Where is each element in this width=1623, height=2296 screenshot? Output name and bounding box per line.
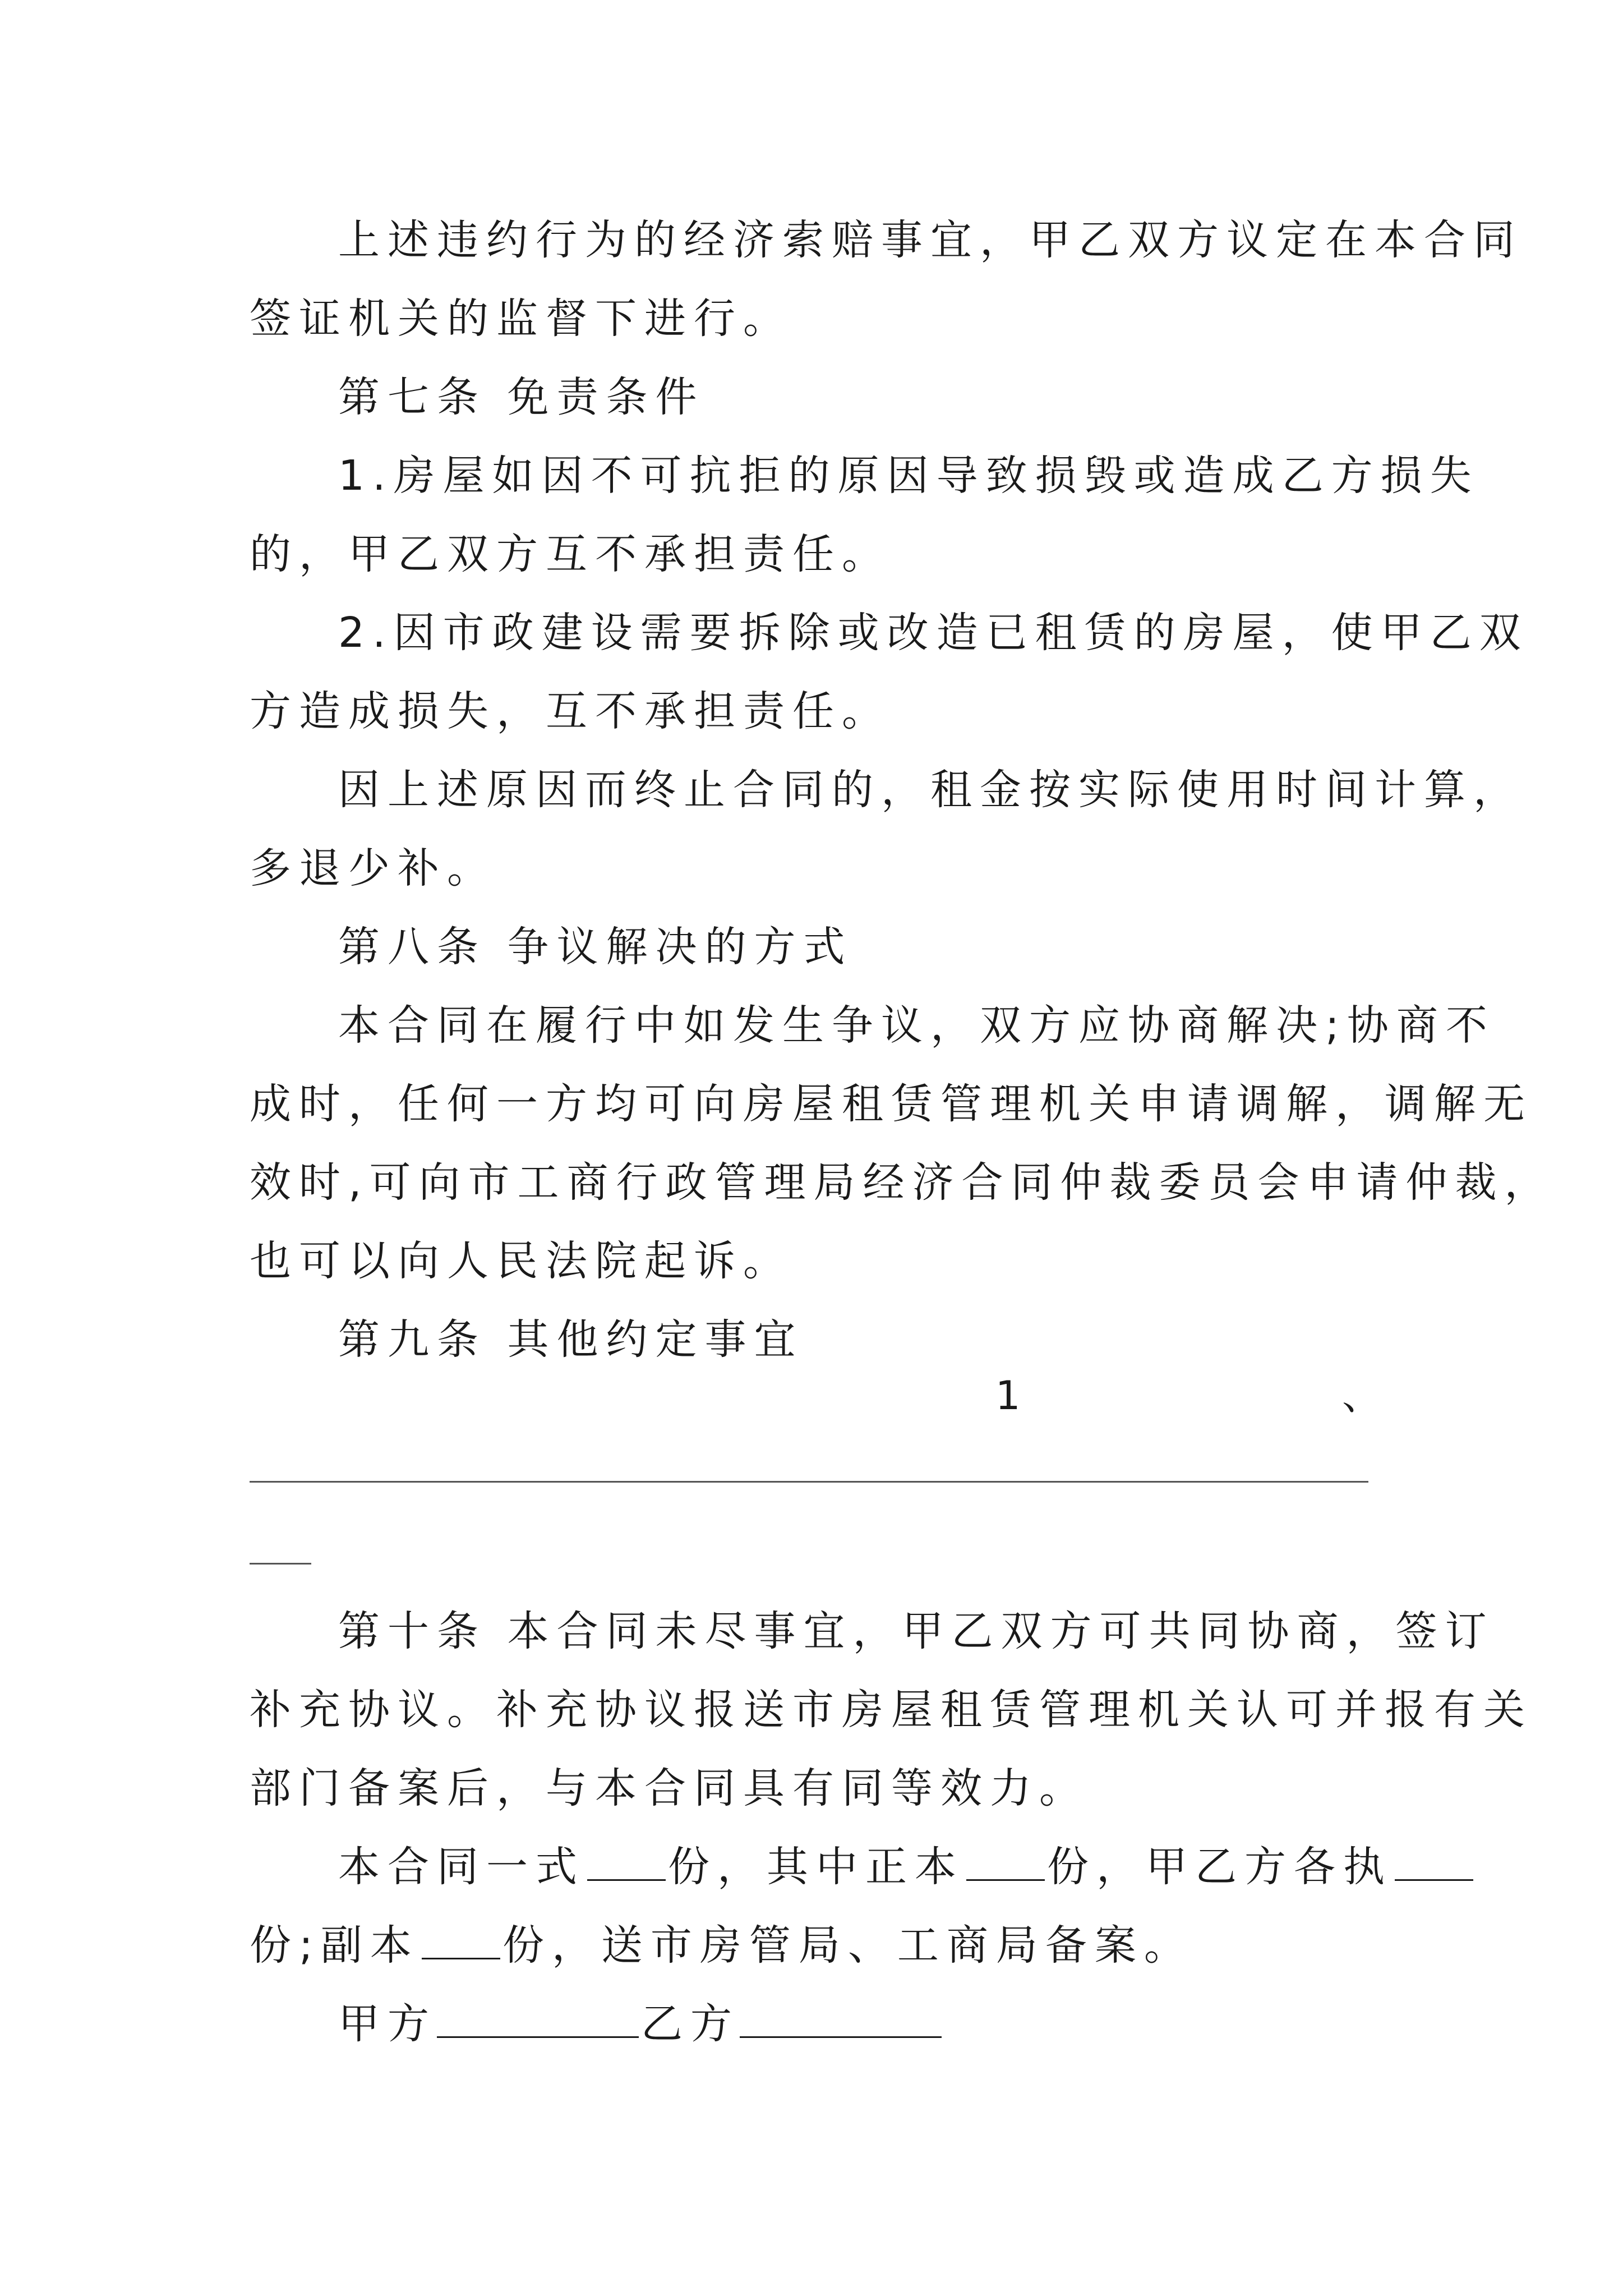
copies-total-blank bbox=[587, 1844, 666, 1881]
paragraph-line: 部门备案后，与本合同具有同等效力。 bbox=[250, 1764, 1089, 1812]
paragraph-line: 上述违约行为的经济索赔事宜，甲乙双方议定在本合同 bbox=[338, 216, 1523, 264]
article-8-heading: 第八条 争议解决的方式 bbox=[338, 923, 853, 971]
party-a-label: 甲方 bbox=[338, 2000, 437, 2048]
paragraph-line: 第十条 本合同未尽事宜，甲乙双方可共同协商，签订 bbox=[338, 1607, 1495, 1655]
fill-in-line bbox=[250, 1481, 1368, 1483]
paragraph-line: 因上述原因而终止合同的，租金按实际使用时间计算， bbox=[338, 766, 1523, 814]
copies-text: 本合同一式 bbox=[338, 1843, 585, 1891]
duplicates-blank bbox=[422, 1923, 500, 1959]
article-7-heading: 第七条 免责条件 bbox=[338, 373, 705, 421]
paragraph-line: 本合同在履行中如发生争议，双方应协商解决;协商不 bbox=[338, 1001, 1495, 1050]
paragraph-line: 方造成损失，互不承担责任。 bbox=[250, 687, 891, 735]
party-a-signature-blank bbox=[437, 2001, 639, 2038]
document-page bbox=[250, 0, 1554, 2296]
copies-text: 份，其中正本 bbox=[668, 1843, 964, 1891]
paragraph-line: 签证机关的监督下进行。 bbox=[250, 295, 792, 343]
fill-in-line-end bbox=[250, 1563, 311, 1565]
party-b-label: 乙方 bbox=[641, 2000, 740, 2048]
copies-text: 份;副本 bbox=[250, 1921, 419, 1970]
party-b-signature-blank bbox=[740, 2001, 942, 2038]
originals-blank bbox=[966, 1844, 1045, 1881]
paragraph-line: 2.因市政建设需要拆除或改造已租赁的房屋，使甲乙双 bbox=[338, 609, 1529, 657]
signature-line bbox=[338, 1996, 944, 2052]
paragraph-line: 多退少补。 bbox=[250, 844, 496, 892]
paragraph-line: 的，甲乙双方互不承担责任。 bbox=[250, 530, 891, 578]
paragraph-line: 也可以向人民法院起诉。 bbox=[250, 1237, 792, 1285]
copies-line-2 bbox=[250, 1917, 1193, 1973]
copies-line-1 bbox=[338, 1839, 1393, 1895]
paragraph-line: 成时，任何一方均可向房屋租赁管理机关申请调解，调解无 bbox=[250, 1080, 1533, 1128]
copies-text: 份，甲乙方各执 bbox=[1047, 1843, 1393, 1891]
paragraph-line: 效时,可向市工商行政管理局经济合同仲裁委员会申请仲裁， bbox=[250, 1158, 1554, 1207]
item-mark: 、 bbox=[1342, 1373, 1381, 1419]
paragraph-line: 1.房屋如因不可抗拒的原因导致损毁或造成乙方损失 bbox=[338, 452, 1479, 500]
article-9-heading: 第九条 其他约定事宜 bbox=[338, 1315, 804, 1364]
copies-text: 份，送市房管局、工商局备案。 bbox=[502, 1921, 1193, 1970]
each-party-blank bbox=[1395, 1844, 1473, 1881]
item-number: 1 bbox=[995, 1373, 1021, 1419]
paragraph-line: 补充协议。补充协议报送市房屋租赁管理机关认可并报有关 bbox=[250, 1686, 1533, 1734]
